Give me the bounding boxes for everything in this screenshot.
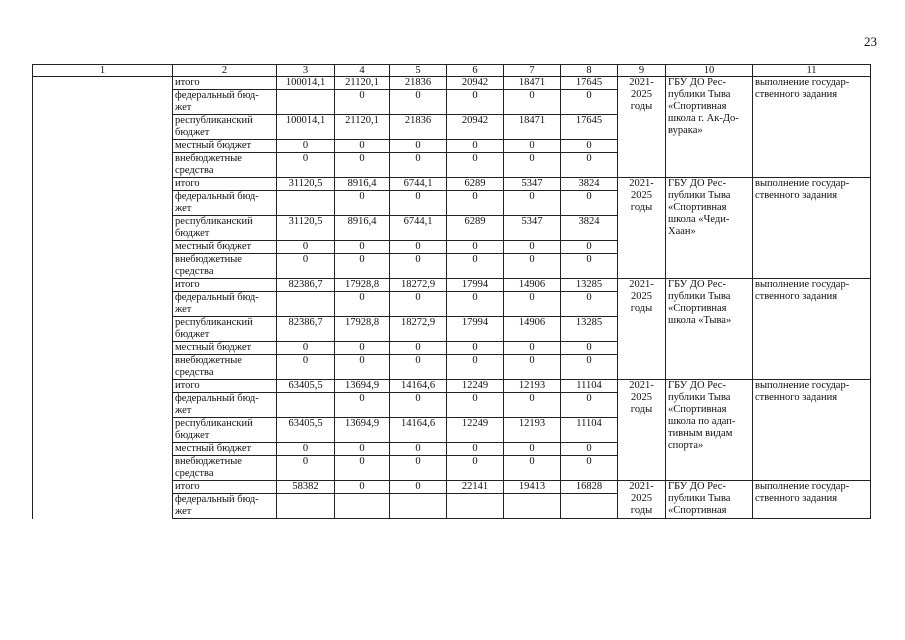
source-label: итого xyxy=(173,481,277,494)
amount-cell: 0 xyxy=(504,254,561,279)
table-body xyxy=(33,65,871,519)
amount-cell: 0 xyxy=(561,254,618,279)
amount-cell: 0 xyxy=(561,191,618,216)
amount-cell: 12193 xyxy=(504,418,561,443)
source-label: внебюджетные средства xyxy=(173,254,277,279)
amount-cell: 0 xyxy=(447,153,504,178)
column-1-cell xyxy=(33,279,173,292)
amount-cell: 63405,5 xyxy=(277,418,335,443)
source-label: республиканский бюджет xyxy=(173,317,277,342)
amount-cell: 6289 xyxy=(447,178,504,191)
amount-cell: 17928,8 xyxy=(335,317,390,342)
amount-cell xyxy=(390,494,447,519)
amount-cell: 18471 xyxy=(504,115,561,140)
budget-table xyxy=(32,64,871,519)
amount-cell: 0 xyxy=(390,241,447,254)
amount-cell: 0 xyxy=(390,292,447,317)
executor-cell: ГБУ ДО Рес- публики Тыва «Спортивная школа г. Ак-До- вурака» xyxy=(666,77,753,178)
amount-cell: 13285 xyxy=(561,279,618,292)
amount-cell xyxy=(277,191,335,216)
amount-cell: 0 xyxy=(447,342,504,355)
amount-cell xyxy=(335,494,390,519)
column-1-cell xyxy=(33,90,173,115)
amount-cell xyxy=(277,393,335,418)
source-label: итого xyxy=(173,77,277,90)
amount-cell: 0 xyxy=(504,140,561,153)
amount-cell: 0 xyxy=(335,443,390,456)
amount-cell: 0 xyxy=(390,443,447,456)
column-header-7: 7 xyxy=(504,65,561,77)
column-1-cell xyxy=(33,418,173,443)
source-label: внебюджетные средства xyxy=(173,355,277,380)
amount-cell: 0 xyxy=(504,90,561,115)
column-header-9: 9 xyxy=(618,65,666,77)
source-label: республиканский бюджет xyxy=(173,418,277,443)
column-1-cell xyxy=(33,292,173,317)
amount-cell: 0 xyxy=(335,140,390,153)
source-label: итого xyxy=(173,380,277,393)
column-1-cell xyxy=(33,140,173,153)
column-1-cell xyxy=(33,153,173,178)
table-row xyxy=(33,481,871,494)
amount-cell: 17994 xyxy=(447,317,504,342)
column-header-11: 11 xyxy=(753,65,871,77)
period-cell: 2021- 2025 годы xyxy=(618,279,666,380)
amount-cell: 21120,1 xyxy=(335,115,390,140)
result-cell: выполнение государ- ственного задания xyxy=(753,279,871,380)
amount-cell: 0 xyxy=(335,241,390,254)
amount-cell: 3824 xyxy=(561,216,618,241)
amount-cell: 63405,5 xyxy=(277,380,335,393)
column-1-cell xyxy=(33,355,173,380)
amount-cell: 0 xyxy=(561,355,618,380)
amount-cell: 82386,7 xyxy=(277,279,335,292)
table-row xyxy=(33,279,871,292)
amount-cell xyxy=(277,494,335,519)
amount-cell: 0 xyxy=(277,355,335,380)
amount-cell: 0 xyxy=(561,140,618,153)
amount-cell: 0 xyxy=(335,456,390,481)
source-label: федеральный бюд- жет xyxy=(173,292,277,317)
amount-cell: 18272,9 xyxy=(390,279,447,292)
amount-cell: 0 xyxy=(504,191,561,216)
page-number: 23 xyxy=(864,34,877,49)
amount-cell xyxy=(447,494,504,519)
amount-cell: 0 xyxy=(447,292,504,317)
source-label: итого xyxy=(173,178,277,191)
amount-cell: 8916,4 xyxy=(335,216,390,241)
amount-cell: 0 xyxy=(335,254,390,279)
amount-cell: 18471 xyxy=(504,77,561,90)
period-cell: 2021- 2025 годы xyxy=(618,481,666,519)
amount-cell: 0 xyxy=(561,456,618,481)
column-header-6: 6 xyxy=(447,65,504,77)
source-label: внебюджетные средства xyxy=(173,153,277,178)
amount-cell: 0 xyxy=(504,443,561,456)
source-label: местный бюджет xyxy=(173,342,277,355)
executor-cell: ГБУ ДО Рес- публики Тыва «Спортивная школа «Тыва» xyxy=(666,279,753,380)
executor-cell: ГБУ ДО Рес- публики Тыва «Спортивная школа «Чеди- Хаан» xyxy=(666,178,753,279)
amount-cell: 0 xyxy=(447,90,504,115)
amount-cell: 0 xyxy=(390,90,447,115)
column-header-5: 5 xyxy=(390,65,447,77)
amount-cell: 5347 xyxy=(504,178,561,191)
amount-cell: 82386,7 xyxy=(277,317,335,342)
amount-cell: 0 xyxy=(561,342,618,355)
amount-cell: 0 xyxy=(390,191,447,216)
amount-cell xyxy=(504,494,561,519)
amount-cell: 0 xyxy=(561,393,618,418)
amount-cell: 0 xyxy=(335,90,390,115)
amount-cell: 0 xyxy=(390,355,447,380)
amount-cell: 0 xyxy=(504,355,561,380)
amount-cell: 0 xyxy=(504,153,561,178)
amount-cell: 0 xyxy=(447,456,504,481)
result-cell: выполнение государ- ственного задания xyxy=(753,77,871,178)
column-1-cell xyxy=(33,342,173,355)
amount-cell: 0 xyxy=(390,456,447,481)
amount-cell: 0 xyxy=(277,456,335,481)
amount-cell: 0 xyxy=(561,153,618,178)
amount-cell: 0 xyxy=(390,393,447,418)
amount-cell: 22141 xyxy=(447,481,504,494)
source-label: федеральный бюд- жет xyxy=(173,191,277,216)
column-header-10: 10 xyxy=(666,65,753,77)
column-header-row xyxy=(33,65,871,77)
amount-cell: 0 xyxy=(390,254,447,279)
amount-cell: 0 xyxy=(277,254,335,279)
table-row xyxy=(33,77,871,90)
amount-cell xyxy=(561,494,618,519)
amount-cell: 0 xyxy=(447,254,504,279)
amount-cell: 20942 xyxy=(447,77,504,90)
table-row xyxy=(33,178,871,191)
amount-cell: 3824 xyxy=(561,178,618,191)
amount-cell: 0 xyxy=(447,191,504,216)
amount-cell: 0 xyxy=(335,153,390,178)
amount-cell: 6744,1 xyxy=(390,178,447,191)
column-1-cell xyxy=(33,241,173,254)
amount-cell: 0 xyxy=(390,153,447,178)
column-1-cell xyxy=(33,380,173,393)
column-header-4: 4 xyxy=(335,65,390,77)
amount-cell: 0 xyxy=(504,292,561,317)
amount-cell: 0 xyxy=(390,342,447,355)
source-label: местный бюджет xyxy=(173,443,277,456)
column-header-8: 8 xyxy=(561,65,618,77)
amount-cell: 0 xyxy=(561,241,618,254)
result-cell: выполнение государ- ственного задания xyxy=(753,178,871,279)
amount-cell: 12249 xyxy=(447,380,504,393)
amount-cell: 8916,4 xyxy=(335,178,390,191)
amount-cell: 12193 xyxy=(504,380,561,393)
amount-cell: 100014,1 xyxy=(277,115,335,140)
amount-cell: 17994 xyxy=(447,279,504,292)
column-header-1: 1 xyxy=(33,65,173,77)
amount-cell: 0 xyxy=(335,481,390,494)
source-label: местный бюджет xyxy=(173,241,277,254)
amount-cell: 14164,6 xyxy=(390,380,447,393)
amount-cell: 12249 xyxy=(447,418,504,443)
column-1-cell xyxy=(33,254,173,279)
amount-cell: 0 xyxy=(561,90,618,115)
amount-cell: 100014,1 xyxy=(277,77,335,90)
column-1-cell xyxy=(33,115,173,140)
amount-cell: 0 xyxy=(335,292,390,317)
amount-cell: 13694,9 xyxy=(335,418,390,443)
column-1-cell xyxy=(33,393,173,418)
column-1-cell xyxy=(33,317,173,342)
column-1-cell xyxy=(33,216,173,241)
source-label: внебюджетные средства xyxy=(173,456,277,481)
amount-cell: 0 xyxy=(277,153,335,178)
amount-cell: 14906 xyxy=(504,317,561,342)
column-1-cell xyxy=(33,481,173,494)
period-cell: 2021- 2025 годы xyxy=(618,77,666,178)
column-header-3: 3 xyxy=(277,65,335,77)
executor-cell: ГБУ ДО Рес- публики Тыва «Спортивная школa по адап- тивным видам спорта» xyxy=(666,380,753,481)
column-1-cell xyxy=(33,443,173,456)
amount-cell: 17645 xyxy=(561,77,618,90)
amount-cell: 13285 xyxy=(561,317,618,342)
amount-cell: 13694,9 xyxy=(335,380,390,393)
amount-cell: 0 xyxy=(561,292,618,317)
result-cell: выполнение государ- ственного задания xyxy=(753,481,871,519)
column-1-cell xyxy=(33,77,173,90)
source-label: федеральный бюд- жет xyxy=(173,494,277,519)
amount-cell: 0 xyxy=(447,443,504,456)
column-header-2: 2 xyxy=(173,65,277,77)
amount-cell: 0 xyxy=(504,342,561,355)
amount-cell: 6289 xyxy=(447,216,504,241)
column-1-cell xyxy=(33,191,173,216)
amount-cell: 5347 xyxy=(504,216,561,241)
amount-cell: 0 xyxy=(335,393,390,418)
amount-cell: 17645 xyxy=(561,115,618,140)
amount-cell xyxy=(277,90,335,115)
period-cell: 2021- 2025 годы xyxy=(618,380,666,481)
amount-cell: 6744,1 xyxy=(390,216,447,241)
amount-cell: 0 xyxy=(561,443,618,456)
source-label: республиканский бюджет xyxy=(173,216,277,241)
column-1-cell xyxy=(33,456,173,481)
amount-cell: 31120,5 xyxy=(277,178,335,191)
amount-cell: 0 xyxy=(390,140,447,153)
amount-cell: 14164,6 xyxy=(390,418,447,443)
amount-cell: 0 xyxy=(277,342,335,355)
column-1-cell xyxy=(33,494,173,519)
amount-cell: 0 xyxy=(447,241,504,254)
amount-cell: 17928,8 xyxy=(335,279,390,292)
amount-cell: 21836 xyxy=(390,77,447,90)
amount-cell: 0 xyxy=(277,241,335,254)
amount-cell: 0 xyxy=(504,393,561,418)
amount-cell: 0 xyxy=(504,456,561,481)
table-row xyxy=(33,380,871,393)
amount-cell: 0 xyxy=(390,481,447,494)
executor-cell: ГБУ ДО Рес- публики Тыва «Спортивная xyxy=(666,481,753,519)
amount-cell: 0 xyxy=(335,355,390,380)
amount-cell: 58382 xyxy=(277,481,335,494)
amount-cell: 0 xyxy=(447,393,504,418)
source-label: республиканский бюджет xyxy=(173,115,277,140)
source-label: итого xyxy=(173,279,277,292)
amount-cell: 14906 xyxy=(504,279,561,292)
source-label: федеральный бюд- жет xyxy=(173,90,277,115)
amount-cell xyxy=(277,292,335,317)
amount-cell: 11104 xyxy=(561,380,618,393)
source-label: федеральный бюд- жет xyxy=(173,393,277,418)
amount-cell: 21120,1 xyxy=(335,77,390,90)
amount-cell: 0 xyxy=(447,140,504,153)
amount-cell: 11104 xyxy=(561,418,618,443)
amount-cell: 19413 xyxy=(504,481,561,494)
result-cell: выполнение государ- ственного задания xyxy=(753,380,871,481)
amount-cell: 0 xyxy=(335,342,390,355)
amount-cell: 0 xyxy=(504,241,561,254)
period-cell: 2021- 2025 годы xyxy=(618,178,666,279)
amount-cell: 31120,5 xyxy=(277,216,335,241)
amount-cell: 0 xyxy=(277,140,335,153)
source-label: местный бюджет xyxy=(173,140,277,153)
amount-cell: 0 xyxy=(277,443,335,456)
amount-cell: 0 xyxy=(335,191,390,216)
amount-cell: 0 xyxy=(447,355,504,380)
column-1-cell xyxy=(33,178,173,191)
amount-cell: 21836 xyxy=(390,115,447,140)
amount-cell: 16828 xyxy=(561,481,618,494)
amount-cell: 20942 xyxy=(447,115,504,140)
amount-cell: 18272,9 xyxy=(390,317,447,342)
